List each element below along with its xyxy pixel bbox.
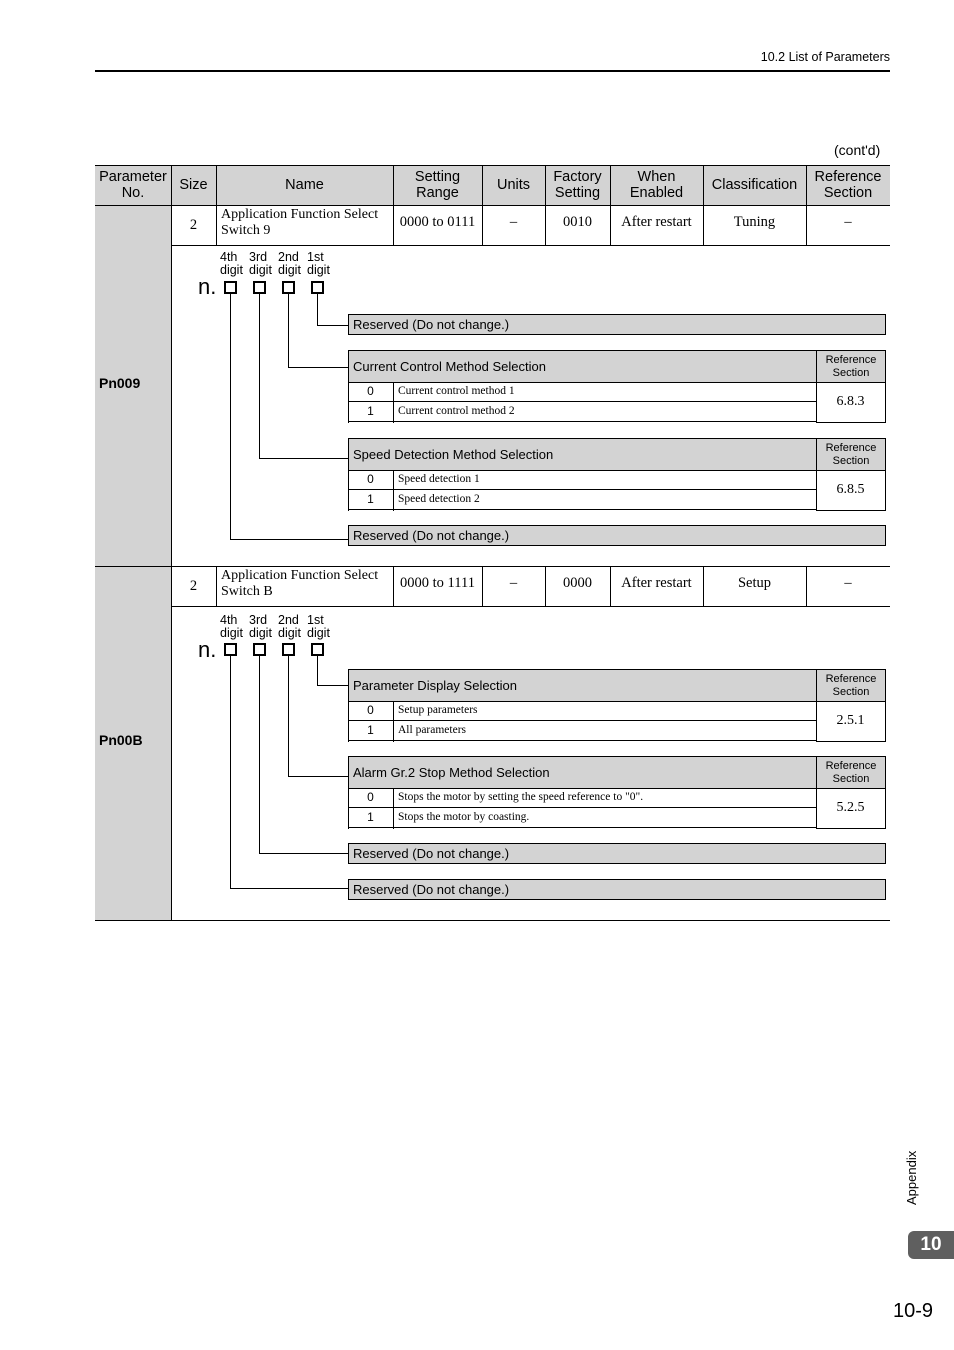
- pn009-d2-title: Current Control Method Selection: [348, 350, 817, 383]
- param-no-pn009: Pn009: [99, 375, 141, 391]
- digit-box-4: [224, 281, 237, 294]
- digit-label-1st: 1st digit: [307, 613, 330, 640]
- pn00b-units: –: [509, 575, 518, 591]
- param-no-pn00b: Pn00B: [99, 732, 143, 748]
- option-row: 0 Speed detection 1: [348, 470, 817, 490]
- pn009-range: 0000 to 0111: [399, 214, 476, 230]
- pn009-units: –: [509, 214, 518, 230]
- pn009-reference: –: [844, 214, 852, 230]
- th-reference-section: Reference Section: [814, 169, 882, 201]
- th-setting-range: Setting Range: [414, 169, 461, 201]
- pn009-d3-ref-header: Reference Section: [816, 438, 886, 471]
- digit-label-2nd: 2nd digit: [278, 250, 301, 277]
- pn00b-name: Application Function Select Switch B: [221, 568, 379, 599]
- running-header: 10.2 List of Parameters: [760, 50, 890, 64]
- th-units: Units: [496, 177, 531, 193]
- digit-label-1st: 1st digit: [307, 250, 330, 277]
- appendix-side-label: Appendix: [904, 1150, 919, 1205]
- th-name: Name: [285, 177, 324, 193]
- n-prefix: n.: [198, 637, 217, 662]
- pn009-when: After restart: [621, 214, 692, 230]
- pn009-d2-ref-header: Reference Section: [816, 350, 886, 383]
- th-size: Size: [179, 177, 208, 193]
- option-row: 1 Speed detection 2: [348, 490, 817, 510]
- th-when-enabled: When Enabled: [629, 169, 684, 201]
- pn00b-d4-reserved: Reserved (Do not change.): [348, 879, 886, 900]
- pn00b-classification: Setup: [737, 575, 772, 591]
- digit-box-4: [224, 643, 237, 656]
- digit-label-4th: 4th digit: [220, 613, 243, 640]
- pn00b-when: After restart: [621, 575, 692, 591]
- digit-label-3rd: 3rd digit: [249, 613, 272, 640]
- digit-box-3: [253, 281, 266, 294]
- digit-label-3rd: 3rd digit: [249, 250, 272, 277]
- digit-label-2nd: 2nd digit: [278, 613, 301, 640]
- option-row: 1 Stops the motor by coasting.: [348, 808, 817, 828]
- contd-label: (cont'd): [834, 142, 881, 158]
- pn00b-factory: 0000: [563, 575, 592, 591]
- chapter-tab: 10: [908, 1231, 954, 1259]
- pn00b-d2-ref-header: Reference Section: [816, 756, 886, 789]
- pn00b-range: 0000 to 1111: [400, 575, 475, 591]
- pn009-factory: 0010: [563, 214, 592, 230]
- pn009-d3-ref: 6.8.5: [816, 470, 886, 511]
- pn009-d4-reserved: Reserved (Do not change.): [348, 525, 886, 546]
- pn009-classification: Tuning: [733, 214, 776, 230]
- page-number: 10-9: [893, 1300, 934, 1322]
- pn00b-d2-title: Alarm Gr.2 Stop Method Selection: [348, 756, 817, 789]
- pn009-d2-ref: 6.8.3: [816, 382, 886, 423]
- pn009-size: 2: [189, 216, 198, 233]
- digit-box-2: [282, 281, 295, 294]
- digit-label-4th: 4th digit: [220, 250, 243, 277]
- digit-box-3: [253, 643, 266, 656]
- pn009-d1-reserved: Reserved (Do not change.): [348, 314, 886, 335]
- pn009-name: Application Function Select Switch 9: [221, 207, 379, 238]
- option-row: 0 Current control method 1: [348, 382, 817, 402]
- pn00b-d2-ref: 5.2.5: [816, 788, 886, 829]
- pn00b-reference: –: [844, 575, 852, 591]
- pn00b-d1-ref-header: Reference Section: [816, 669, 886, 702]
- option-row: 1 All parameters: [348, 721, 817, 741]
- pn00b-d1-title: Parameter Display Selection: [348, 669, 817, 702]
- digit-box-2: [282, 643, 295, 656]
- option-row: 0 Stops the motor by setting the speed reference to "0".: [348, 788, 817, 808]
- th-parameter-no: Parameter No.: [99, 169, 167, 201]
- option-row: 0 Setup parameters: [348, 701, 817, 721]
- pn009-d3-title: Speed Detection Method Selection: [348, 438, 817, 471]
- digit-box-1: [311, 281, 324, 294]
- option-row: 1 Current control method 2: [348, 402, 817, 422]
- th-factory-setting: Factory Setting: [553, 169, 602, 201]
- th-classification: Classification: [711, 177, 798, 193]
- digit-box-1: [311, 643, 324, 656]
- n-prefix: n.: [198, 274, 217, 299]
- pn00b-size: 2: [189, 577, 198, 594]
- header-rule: [95, 70, 890, 72]
- pn00b-d1-ref: 2.5.1: [816, 701, 886, 742]
- pn00b-d3-reserved: Reserved (Do not change.): [348, 843, 886, 864]
